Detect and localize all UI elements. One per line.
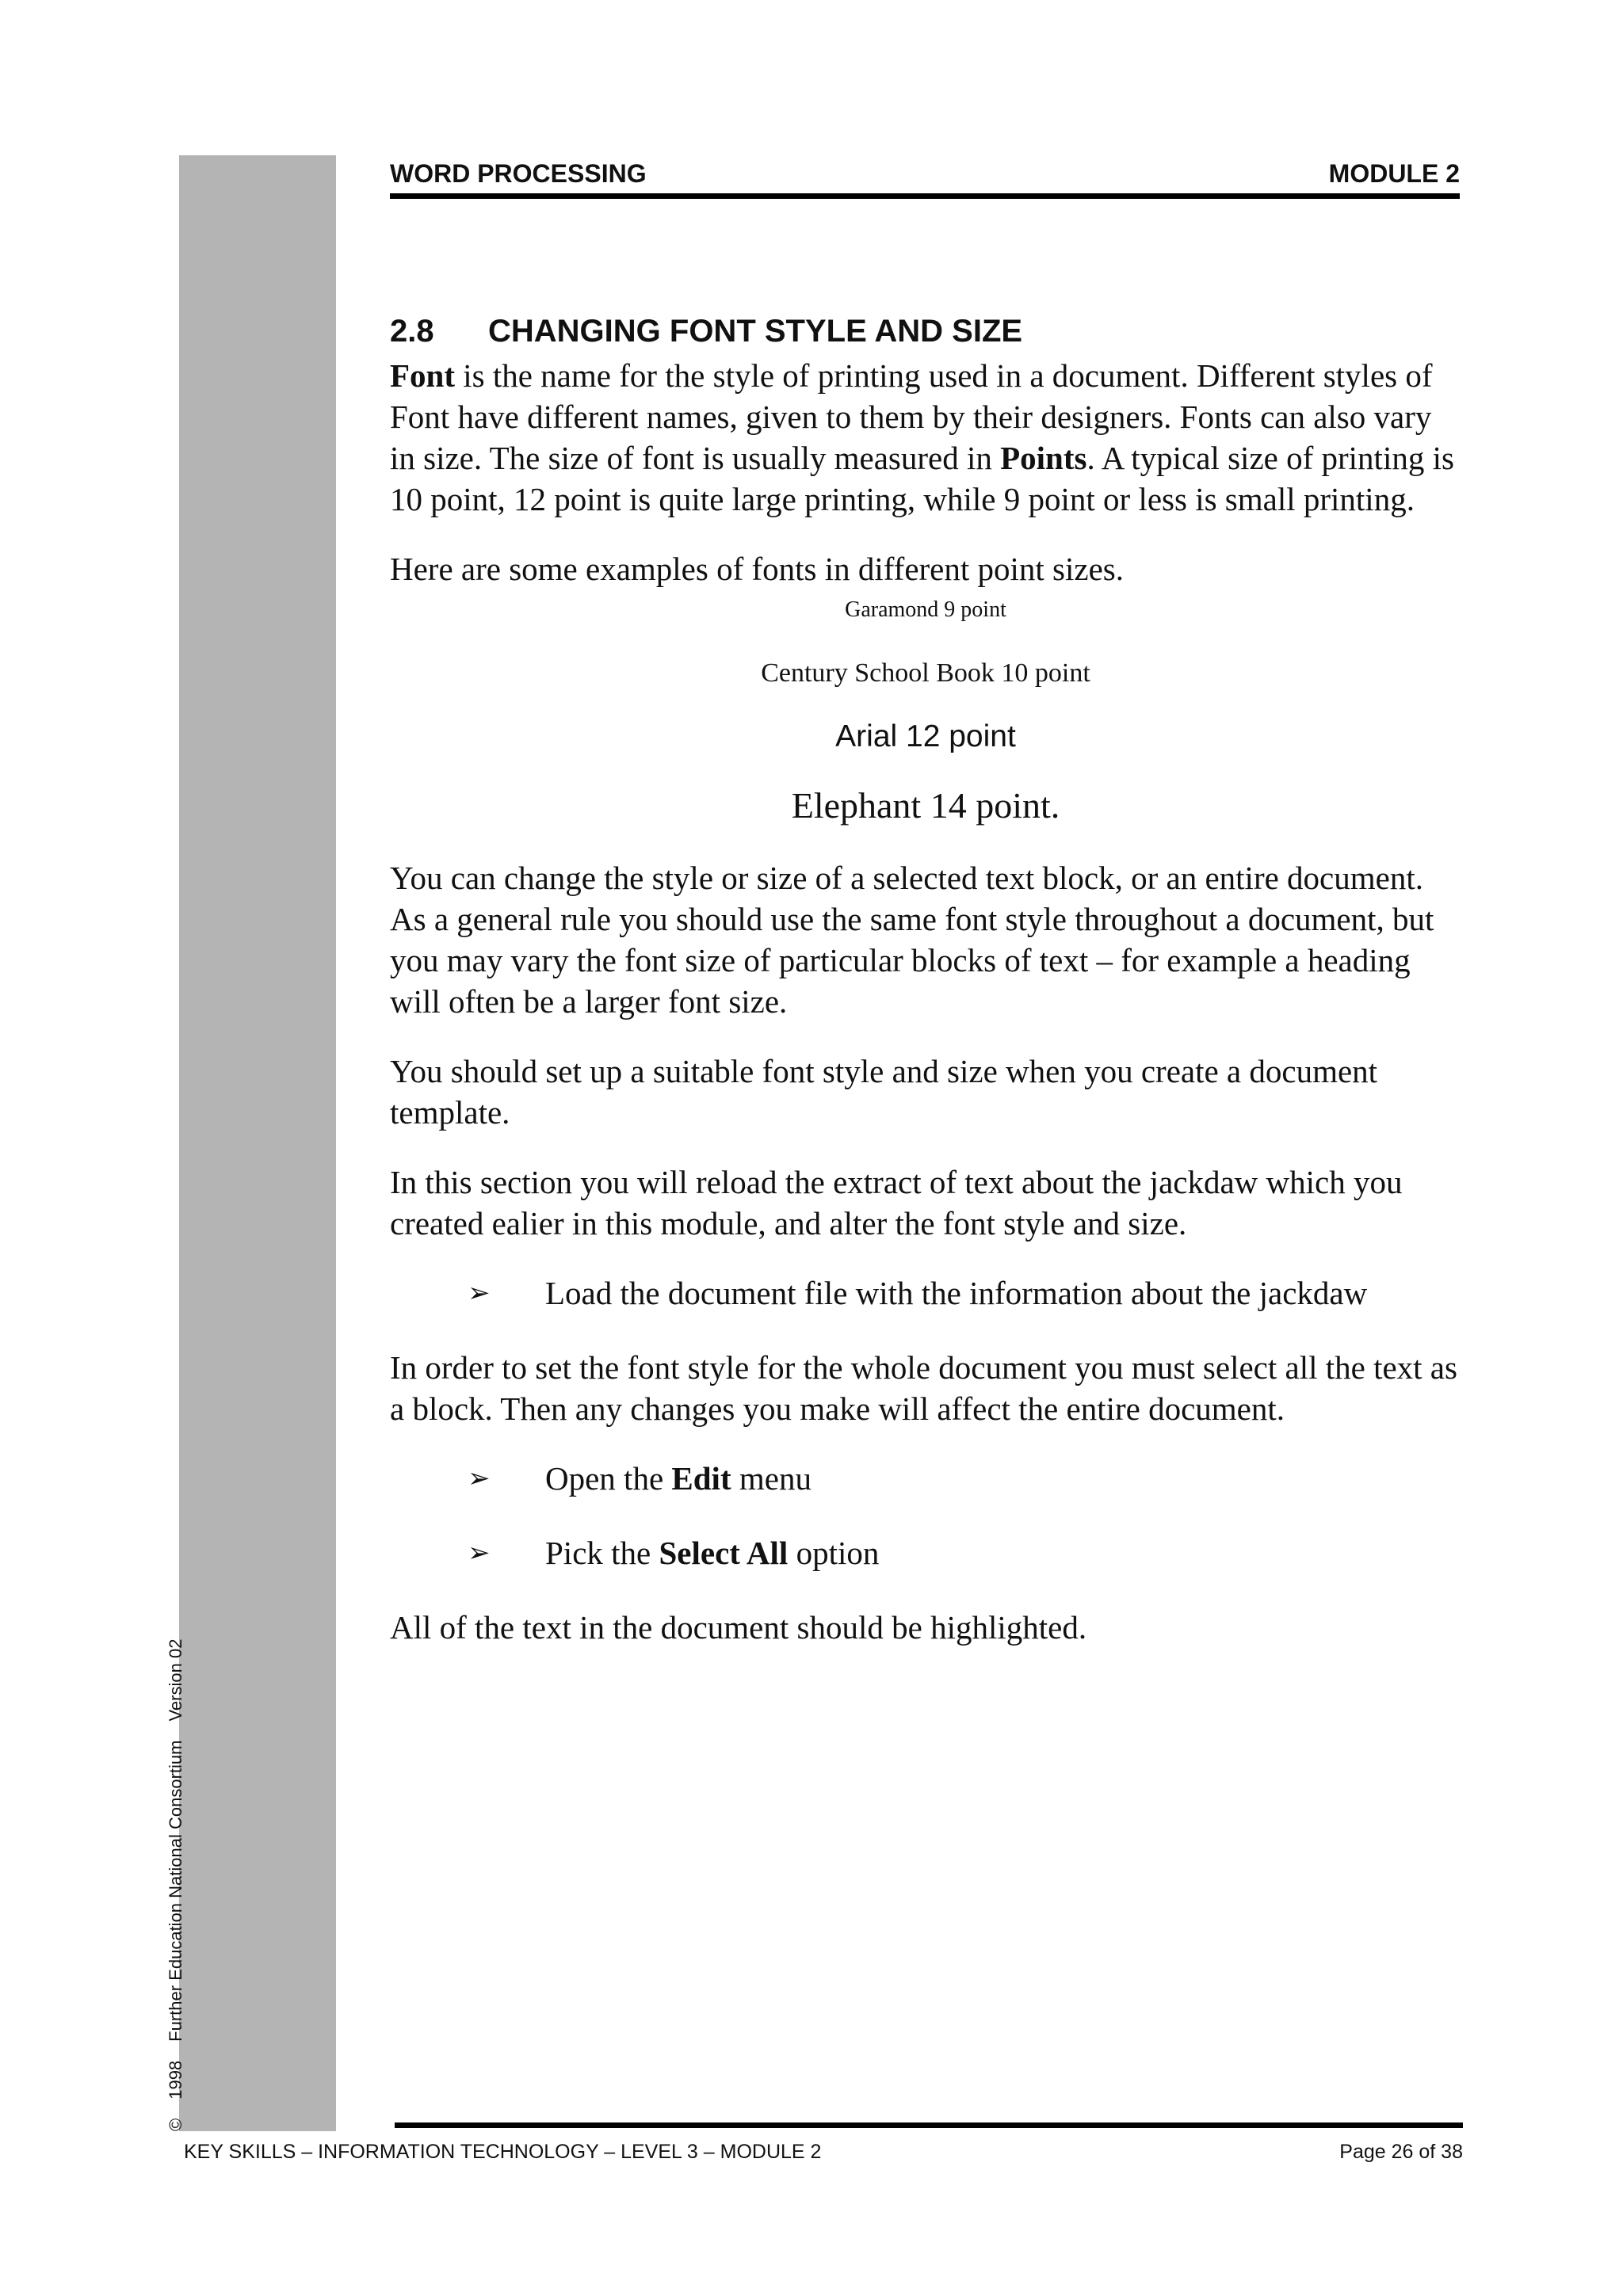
arrow-bullet-icon: ➢ <box>468 1277 491 1309</box>
header-title: WORD PROCESSING <box>390 159 647 188</box>
header-module: MODULE 2 <box>1328 159 1460 188</box>
list-item-text: Load the document file with the information about the jackdaw <box>545 1275 1368 1311</box>
footer-course: KEY SKILLS – INFORMATION TECHNOLOGY – LEVEL 3 – MODULE 2 <box>184 2141 822 2163</box>
paragraph-style-change: You can change the style or size of a selected text block, or an entire document. As a general rule you should use the same font style throughout a document, but you may vary the font size of particular blocks of text – for example a heading will often be a larger font size. <box>390 860 1434 1020</box>
side-margin-bar <box>179 155 336 2131</box>
copyright-symbol: © <box>166 2118 185 2131</box>
footer-rule <box>395 2122 1463 2128</box>
page-header <box>390 155 1460 192</box>
section-title: CHANGING FONT STYLE AND SIZE <box>488 314 1023 349</box>
term-points: Points <box>1000 440 1087 476</box>
intro-text-1: is the name for the style of printing used in a document. Different styles of Font have different names, given to them by their designers. Fonts can also vary in size. The size of font is usually measured in <box>390 357 1433 476</box>
copyright-notice <box>166 1620 185 2131</box>
term-font: Font <box>390 357 455 394</box>
paragraph-select-all: In order to set the font style for the whole document you must select all the text as a block. Then any changes you make will affect the entire document. <box>390 1349 1457 1427</box>
paragraph-highlighted: All of the text in the document should be highlighted. <box>390 1609 1087 1646</box>
list-item-text: Open the <box>545 1460 672 1497</box>
page-number: Page 26 of 38 <box>1339 2141 1463 2163</box>
option-name-select-all: Select All <box>659 1535 789 1571</box>
page-footer <box>184 2136 1463 2168</box>
list-item-open-edit <box>390 1458 1461 1499</box>
arrow-bullet-icon: ➢ <box>468 1537 491 1569</box>
copyright-version: Version 02 <box>166 1638 185 1722</box>
list-item-text: option <box>788 1535 880 1571</box>
header-rule <box>390 193 1460 199</box>
font-example-arial: Arial 12 point <box>835 719 1016 753</box>
copyright-year: 1998 <box>166 2060 185 2100</box>
menu-name-edit: Edit <box>671 1460 731 1497</box>
list-item-load-document <box>390 1272 1461 1314</box>
paragraph-template: You should set up a suitable font style and size when you create a document template. <box>390 1053 1378 1131</box>
intro-text-2: . A typical size of printing is 10 point, 12 point is quite large printing, while 9 point or less is small printing. <box>390 440 1454 517</box>
font-example-century: Century School Book 10 point <box>761 658 1090 688</box>
intro-paragraph <box>390 355 1461 520</box>
arrow-bullet-icon: ➢ <box>468 1463 491 1494</box>
list-item-text: menu <box>731 1460 812 1497</box>
list-item-text: Pick the <box>545 1535 659 1571</box>
list-item-select-all <box>390 1532 1461 1573</box>
page-content <box>390 307 1461 1676</box>
font-example-elephant: Elephant 14 point. <box>791 785 1060 826</box>
font-example-garamond: Garamond 9 point <box>845 597 1006 622</box>
examples-intro: Here are some examples of fonts in different point sizes. <box>390 551 1125 587</box>
section-number: 2.8 <box>390 314 434 349</box>
section-heading <box>390 307 1461 355</box>
paragraph-jackdaw: In this section you will reload the extract of text about the jackdaw which you created ealier in this module, and alter the font style and size. <box>390 1164 1403 1241</box>
copyright-org: Further Education National Consortium <box>166 1740 185 2042</box>
